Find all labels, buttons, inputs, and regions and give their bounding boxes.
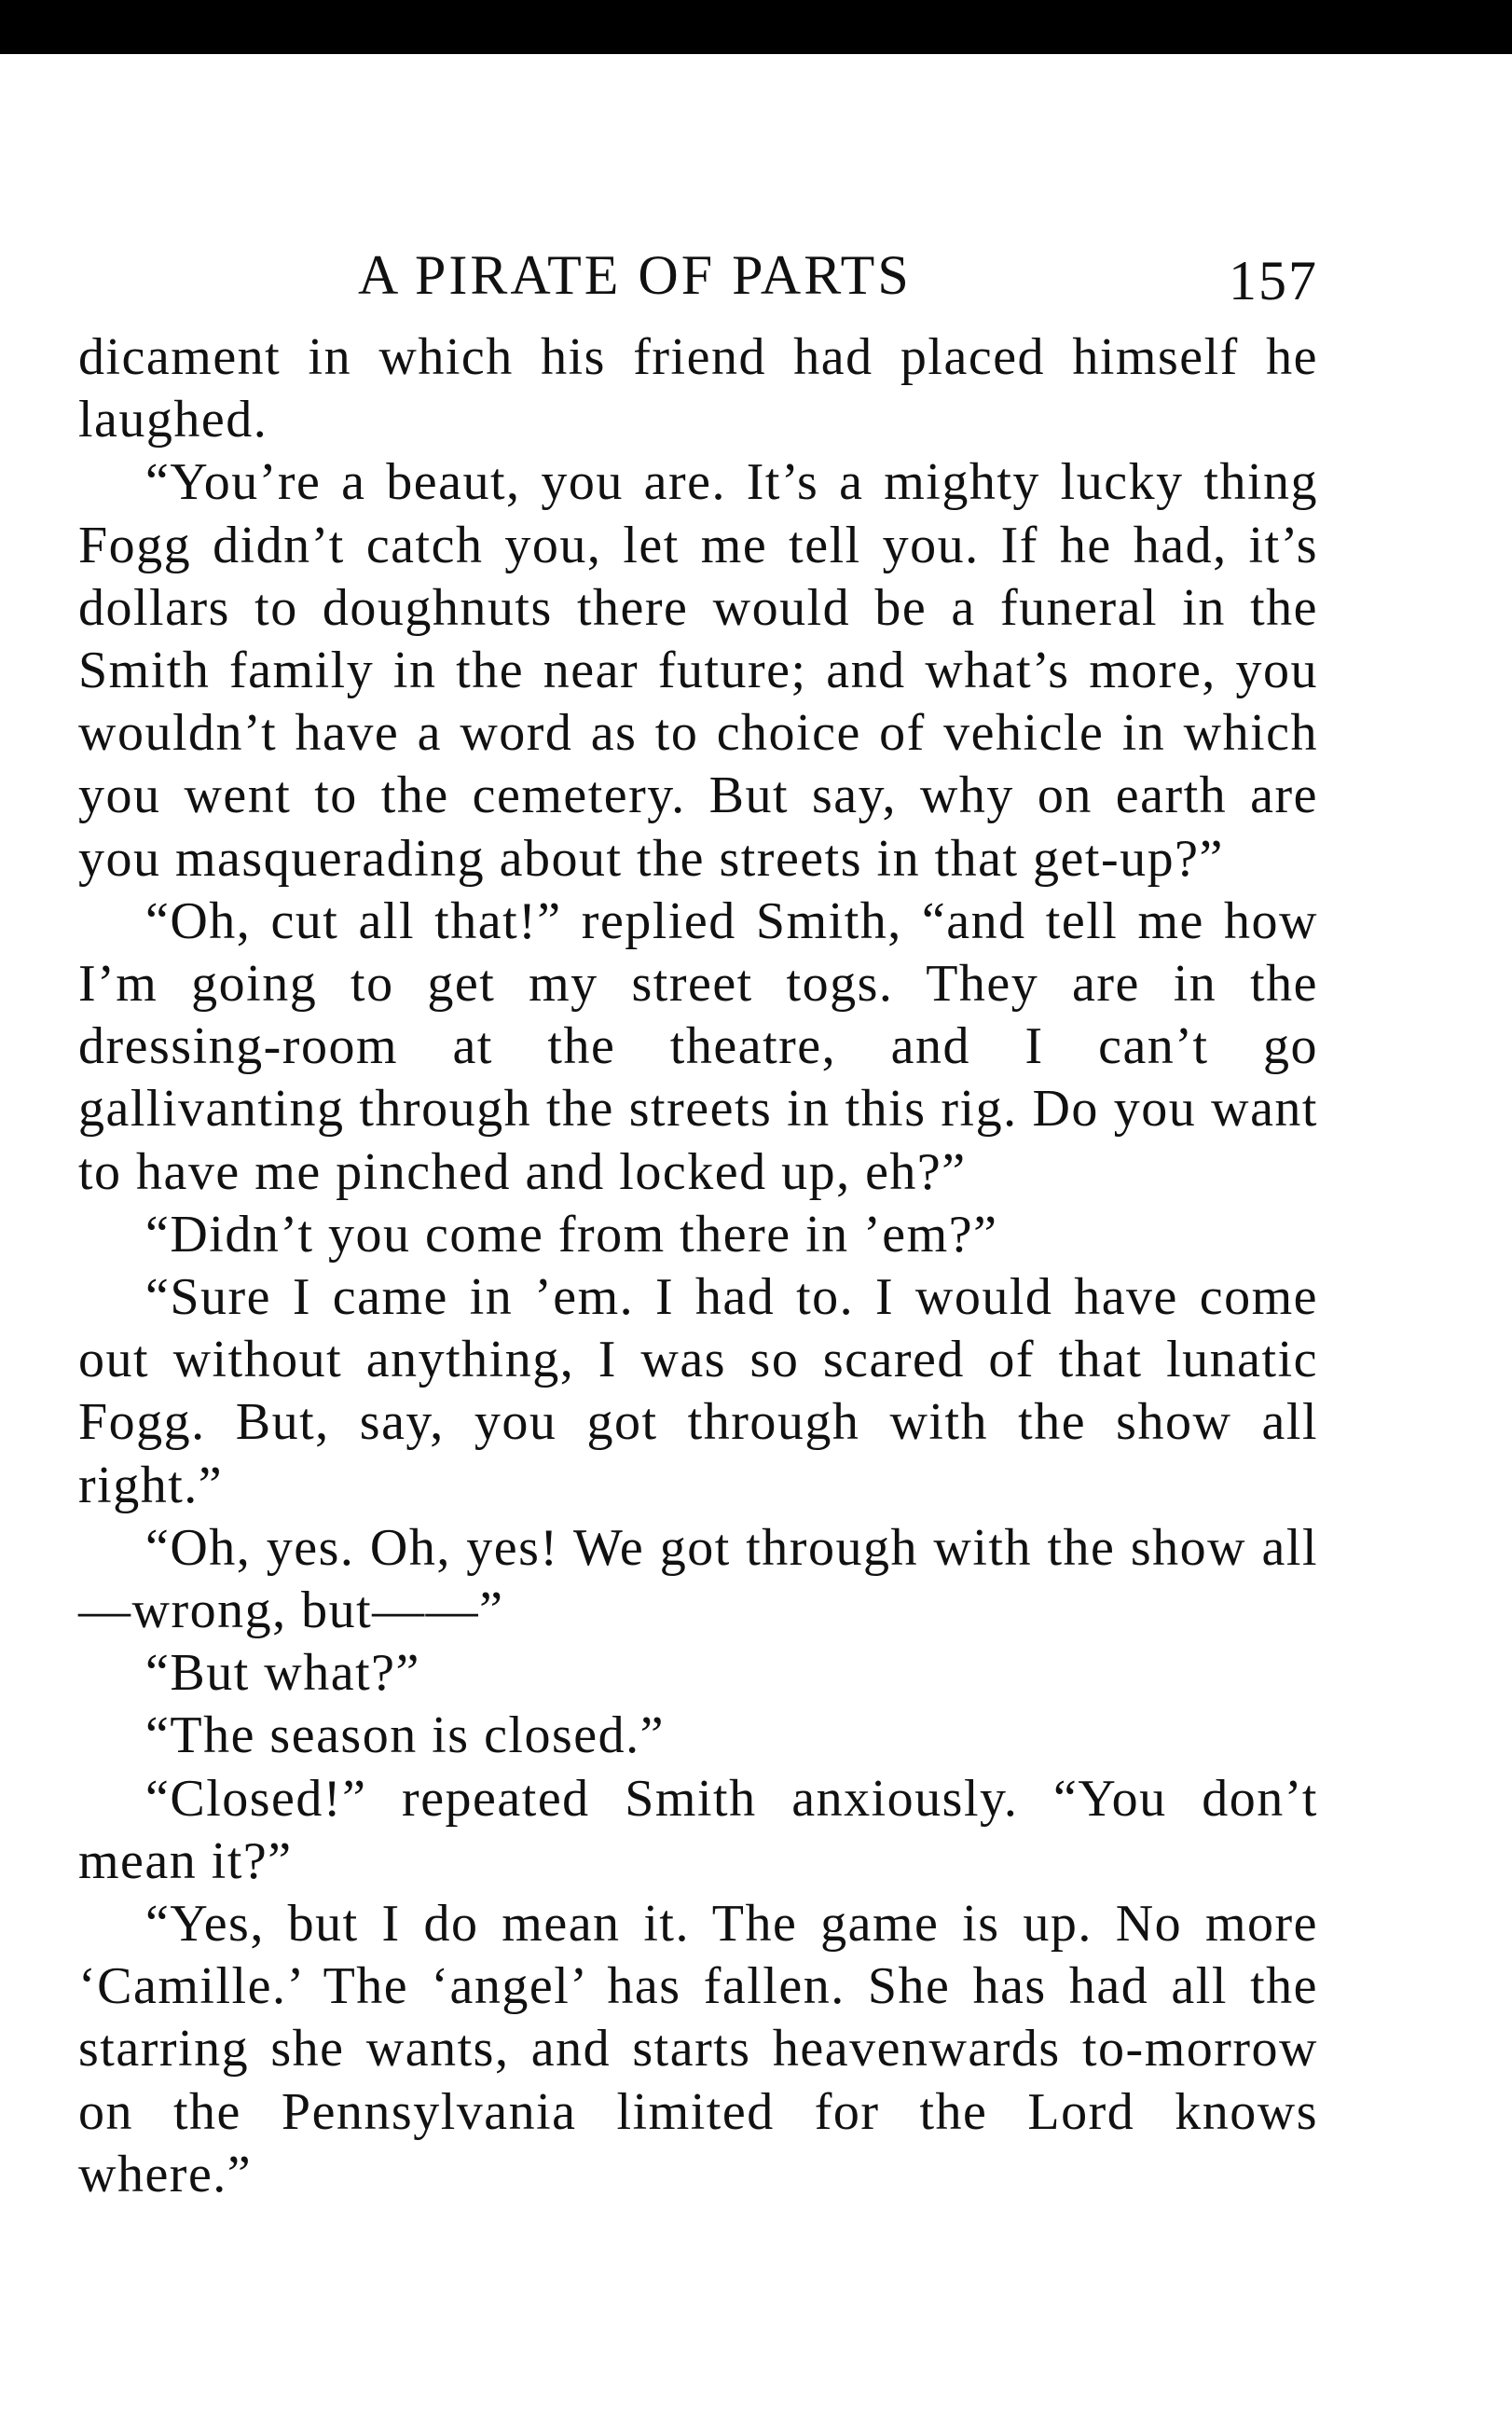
body-text xyxy=(78,326,1318,2206)
scan-edge-bar xyxy=(0,0,1512,54)
paragraph: “Oh, yes. Oh, yes! We got through with the show all—wrong, but——” xyxy=(78,1518,1318,1640)
paragraph: “Oh, cut all that!” replied Smith, “and tell me how I’m going to get my street togs. They are in the dressing-room at the theatre, and I can’t go gallivanting through the streets in this rig. Do you want to have me pinched and locked up, eh?” xyxy=(78,891,1318,1201)
paragraph: “Yes, but I do mean it. The game is up. No more ‘Camille.’ The ‘angel’ has fallen. She has had all the starring she wants, and starts heavenwards to-morrow on the Pennsylvania limited for the Lord knows where.” xyxy=(78,1895,1318,2203)
paragraph: “Didn’t you come from there in ’em?” xyxy=(145,1205,998,1264)
running-title: A PIRATE OF PARTS xyxy=(358,244,912,306)
page-number: 157 xyxy=(1229,250,1318,311)
paragraph: “Closed!” repeated Smith anxiously. “You don’t mean it?” xyxy=(78,1769,1318,1890)
running-head xyxy=(78,224,1318,326)
paragraph: “Sure I came in ’em. I had to. I would have come out without anything, I was so scared of that lunatic Fogg. But, say, you got through with the show all right.” xyxy=(78,1268,1318,1514)
paragraph: “The season is closed.” xyxy=(145,1706,665,1765)
paragraph: “You’re a beaut, you are. It’s a mighty lucky thing Fogg didn’t catch you, let me tell you. If he had, it’s dollars to doughnuts there would be a funeral in the Smith family in the near future; and what’s more, you wouldn’t have a word as to choice of vehicle in which you went to the cemetery. But say, why on earth are you masquerading about the streets in that get-up?” xyxy=(78,453,1318,888)
paragraph: dicament in which his friend had placed himself he laughed. xyxy=(78,328,1318,449)
paragraph: “But what?” xyxy=(145,1644,420,1703)
book-page xyxy=(78,224,1318,2206)
